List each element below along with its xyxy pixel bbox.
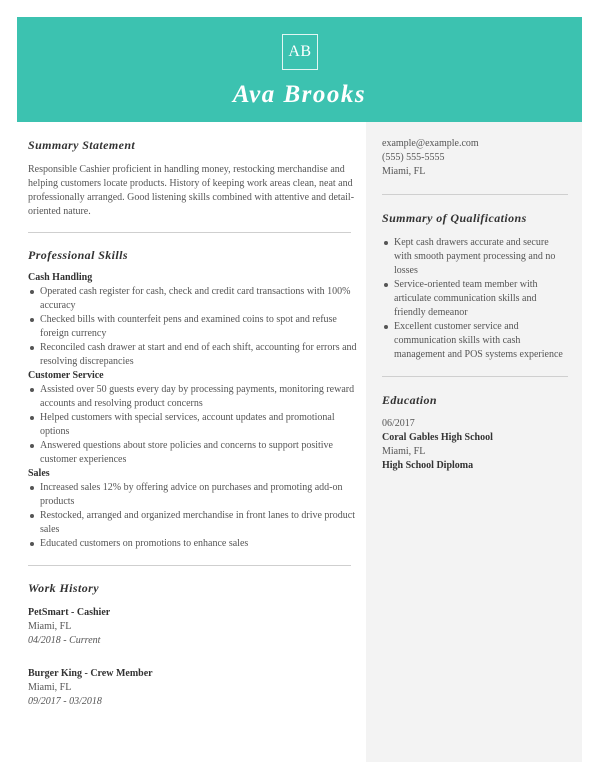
list-item: [28, 411, 359, 439]
summary-section: [17, 122, 365, 219]
bullet-icon: [30, 514, 34, 518]
education-degree: High School Diploma: [382, 460, 474, 471]
contact-email[interactable]: example@example.com: [382, 138, 479, 149]
sidebar: [366, 122, 582, 762]
skill-group: [28, 271, 359, 369]
job-location: Miami, FL: [28, 621, 72, 632]
candidate-name: Ava Brooks: [232, 81, 367, 108]
job-title: PetSmart - Cashier: [28, 607, 111, 618]
work-title: Work History: [28, 581, 99, 595]
skill-group: [28, 467, 359, 551]
skill-group-heading: Customer Service: [28, 370, 104, 381]
list-item-text: Educated customers on promotions to enhance sales: [40, 538, 249, 549]
summary-title: Summary Statement: [28, 138, 136, 152]
list-item-text: Operated cash register for cash, check and credit card transactions with 100% accuracy: [40, 286, 351, 311]
bullet-icon: [384, 241, 388, 245]
job-entry: [28, 667, 359, 709]
list-item-text: Excellent customer service and communication skills with cash management and POS systems experience: [394, 321, 563, 360]
list-item-text: Service-oriented team member with articulate communication skills and friendly demeanor: [394, 279, 538, 318]
education-title: Education: [382, 393, 437, 407]
skill-group: [28, 369, 359, 467]
bullet-icon: [30, 486, 34, 490]
education-date: 06/2017: [382, 418, 415, 429]
summary-text: Responsible Cashier proficient in handling money, restocking merchandise and helping customers locate products. History of keeping work areas clean, neat and professionally arranged. Good listening skills combined with attentive and detail-oriented nature.: [28, 164, 355, 217]
job-dates: 04/2018 - Current: [28, 635, 101, 646]
bullet-icon: [384, 325, 388, 329]
list-item-text: Helped customers with special services, account updates and promotional options: [40, 412, 335, 437]
bullet-icon: [30, 346, 34, 350]
list-item-text: Assisted over 50 guests every day by processing payments, monitoring reward accounts and resolving product concerns: [40, 384, 355, 409]
list-item: [28, 439, 359, 467]
education-location: Miami, FL: [382, 446, 426, 457]
contact-section: [366, 122, 582, 179]
bullet-icon: [384, 283, 388, 287]
list-item: [382, 236, 568, 278]
bullet-icon: [30, 542, 34, 546]
skill-group-heading: Sales: [28, 468, 50, 479]
bullet-icon: [30, 388, 34, 392]
list-item-text: Answered questions about store policies and concerns to support positive customer experiences: [40, 440, 333, 465]
education-school: Coral Gables High School: [382, 432, 493, 443]
list-item: [382, 278, 568, 320]
list-item: [28, 285, 359, 313]
monogram-badge: AB: [282, 34, 318, 70]
list-item-text: Increased sales 12% by offering advice on purchases and promoting add-on products: [40, 482, 343, 507]
contact-location: Miami, FL: [382, 166, 426, 177]
education-section: [366, 377, 582, 473]
list-item: [28, 509, 359, 537]
skill-group-heading: Cash Handling: [28, 272, 93, 283]
list-item-text: Reconciled cash drawer at start and end of each shift, accounting for errors and resolving discrepancies: [40, 342, 357, 367]
work-section: [17, 566, 365, 709]
qualifications-section: [366, 195, 582, 362]
list-item-text: Checked bills with counterfeit pens and examined coins to spot and refuse foreign currency: [40, 314, 337, 339]
resume-page: [17, 17, 582, 762]
skills-section: [17, 233, 365, 551]
list-item: [28, 313, 359, 341]
resume-header: [17, 17, 582, 122]
list-item: [28, 341, 359, 369]
job-entry: [28, 606, 359, 648]
qualifications-title: Summary of Qualifications: [382, 211, 527, 225]
job-dates: 09/2017 - 03/2018: [28, 696, 102, 707]
main-column: [17, 122, 365, 709]
list-item: [28, 537, 359, 551]
bullet-icon: [30, 290, 34, 294]
job-location: Miami, FL: [28, 682, 72, 693]
list-item: [382, 320, 568, 362]
skills-title: Professional Skills: [28, 248, 128, 262]
list-item-text: Kept cash drawers accurate and secure with smooth payment processing and no losses: [394, 237, 556, 276]
list-item: [28, 383, 359, 411]
bullet-icon: [30, 318, 34, 322]
contact-phone[interactable]: (555) 555-5555: [382, 152, 445, 163]
job-title: Burger King - Crew Member: [28, 668, 153, 679]
list-item-text: Restocked, arranged and organized merchandise in front lanes to drive product sales: [40, 510, 355, 535]
bullet-icon: [30, 416, 34, 420]
list-item: [28, 481, 359, 509]
bullet-icon: [30, 444, 34, 448]
